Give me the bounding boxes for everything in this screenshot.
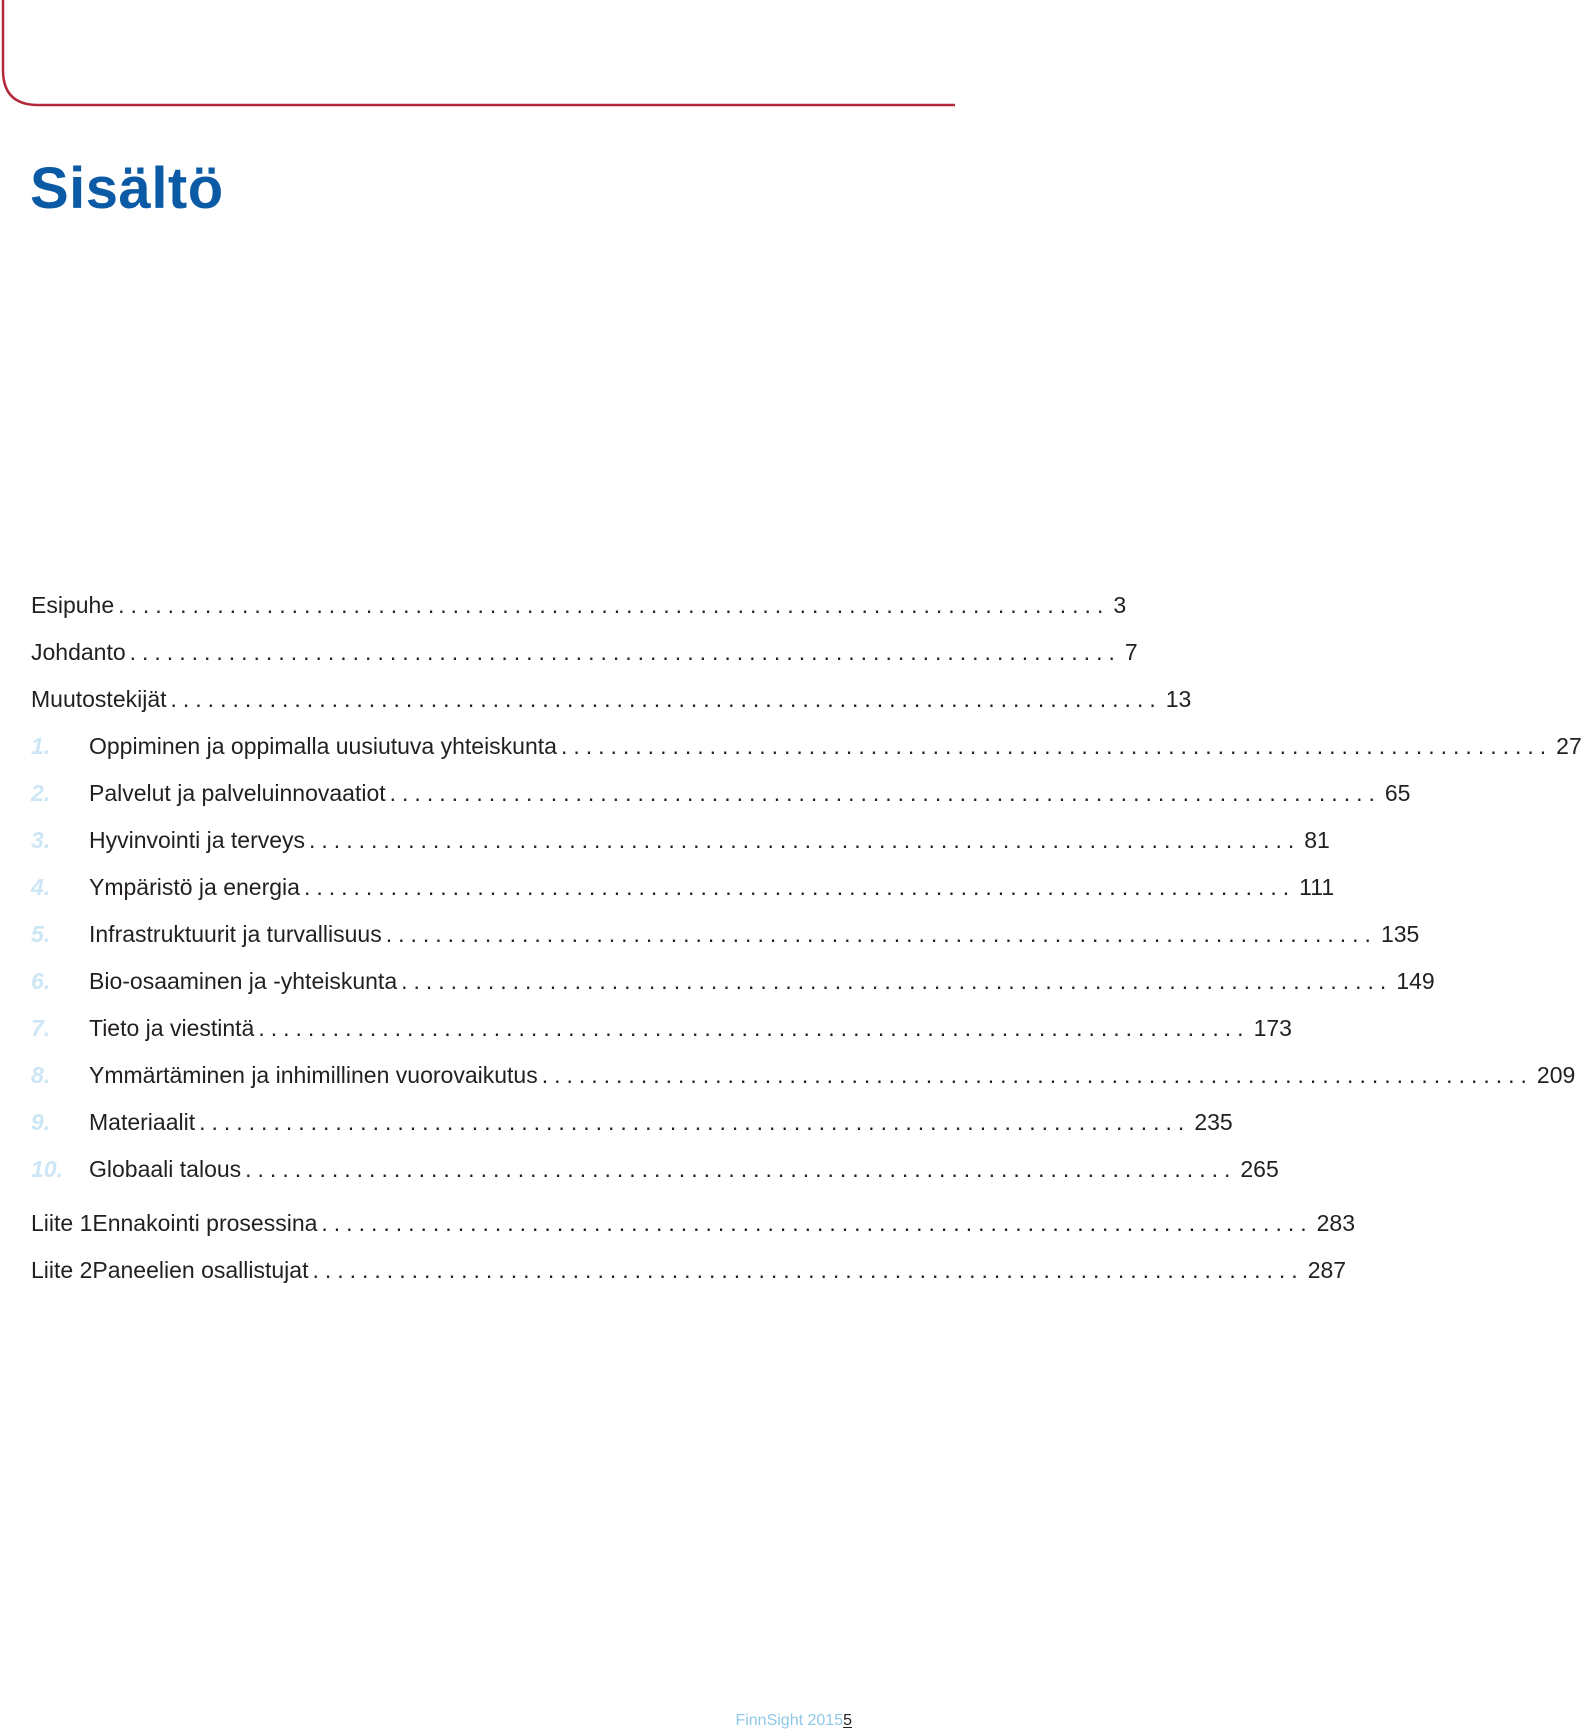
page-footer [735, 1712, 852, 1730]
toc-entry [31, 1060, 1576, 1090]
toc-entry-title: Ympäristö ja energia [89, 874, 300, 900]
toc-entry-title: Esipuhe [31, 592, 115, 618]
toc-page-number: 3 [1113, 592, 1127, 618]
toc-entry-title: Hyvinvointi ja terveys [89, 827, 306, 853]
toc-entry [31, 590, 1127, 620]
toc-page-number: 287 [1307, 1257, 1347, 1283]
toc-page-number: 265 [1240, 1156, 1279, 1182]
toc-entry-title: Materiaalit [89, 1109, 196, 1135]
toc-entry [31, 684, 1192, 714]
page-title: Sisältö [30, 156, 224, 221]
toc-entry-title: Bio-osaaminen ja -yhteiskunta [89, 968, 398, 994]
toc-page-number: 209 [1536, 1062, 1576, 1088]
toc-chapter-number: 3. [31, 827, 51, 853]
toc-entry-title: Globaali talous [89, 1156, 242, 1182]
toc-page-number: 149 [1396, 968, 1435, 994]
toc-chapter-number: 5. [31, 921, 51, 947]
toc-page-number: 111 [1299, 874, 1335, 900]
toc-appendix-label: Liite 2 [31, 1257, 93, 1283]
toc-entry-title: Ennakointi prosessina [92, 1210, 318, 1236]
toc-chapter-number: 6. [31, 968, 51, 994]
toc-page-number: 173 [1253, 1015, 1292, 1041]
toc-chapter-number: 1. [31, 733, 51, 759]
toc-dot-leader: ................................................................................ [321, 1210, 1313, 1236]
toc-dot-leader: ................................................................................ [541, 1062, 1533, 1088]
toc-dot-leader: ................................................................................ [560, 733, 1553, 759]
toc-entry [31, 966, 1435, 996]
toc-entry [31, 1154, 1279, 1184]
toc-entry [31, 637, 1138, 667]
toc-chapter-number: 4. [31, 874, 51, 900]
toc-chapter-number: 7. [31, 1015, 51, 1041]
toc-page-number: 135 [1380, 921, 1420, 947]
toc-entry-title: Infrastruktuurit ja turvallisuus [89, 921, 382, 947]
toc-dot-leader: ................................................................................ [258, 1015, 1250, 1041]
toc-entry-title: Johdanto [31, 639, 126, 665]
footer-page-number: 5 [843, 1712, 852, 1729]
toc-entry-title: Muutostekijät [31, 686, 167, 712]
toc-entry-title: Tieto ja viestintä [89, 1015, 255, 1041]
toc-dot-leader: ................................................................................ [170, 686, 1162, 712]
toc-chapter-number: 2. [31, 780, 51, 806]
toc-entry [31, 825, 1330, 855]
toc-dot-leader: ................................................................................ [385, 921, 1377, 947]
toc-entry [31, 919, 1420, 949]
toc-entry [31, 1107, 1233, 1137]
toc-page-number: 65 [1384, 780, 1411, 806]
toc-page-number: 7 [1124, 639, 1138, 665]
frame-line-path [3, 0, 955, 105]
toc-dot-leader: ................................................................................ [309, 827, 1301, 853]
toc-dot-leader: ................................................................................ [118, 592, 1110, 618]
header-frame-line [0, 0, 960, 110]
toc-dot-leader: ................................................................................ [401, 968, 1393, 994]
toc-dot-leader: ................................................................................ [312, 1257, 1304, 1283]
toc-entry [31, 1013, 1292, 1043]
toc-page-number: 81 [1304, 827, 1330, 853]
toc-entry-title: Oppiminen ja oppimalla uusiutuva yhteiskunta [89, 733, 557, 759]
toc-appendix-label: Liite 1 [31, 1210, 93, 1236]
toc-entry [31, 731, 1582, 761]
toc-page-number: 27 [1556, 733, 1582, 759]
toc-chapter-number: 9. [31, 1109, 51, 1135]
toc-entry [31, 778, 1411, 808]
toc-page-number: 283 [1316, 1210, 1355, 1236]
toc-page-number: 13 [1165, 686, 1192, 712]
toc-chapter-number: 10. [31, 1156, 63, 1182]
toc-page-number: 235 [1194, 1109, 1233, 1135]
toc-entry [31, 872, 1335, 902]
toc-dot-leader: ................................................................................ [389, 780, 1381, 806]
toc-chapter-number: 8. [31, 1062, 51, 1088]
footer-brand: FinnSight 2015 [735, 1712, 844, 1729]
toc-entry [31, 1255, 1347, 1285]
toc-entry-title: Paneelien osallistujat [92, 1257, 309, 1283]
toc-dot-leader: ................................................................................ [303, 874, 1296, 900]
toc-dot-leader: ................................................................................ [245, 1156, 1237, 1182]
toc-entry-title: Palvelut ja palveluinnovaatiot [89, 780, 386, 806]
toc-dot-leader: ................................................................................ [199, 1109, 1191, 1135]
toc-dot-leader: ................................................................................ [129, 639, 1121, 665]
toc-entry [31, 1208, 1355, 1238]
toc-entry-title: Ymmärtäminen ja inhimillinen vuorovaikutus [89, 1062, 538, 1088]
